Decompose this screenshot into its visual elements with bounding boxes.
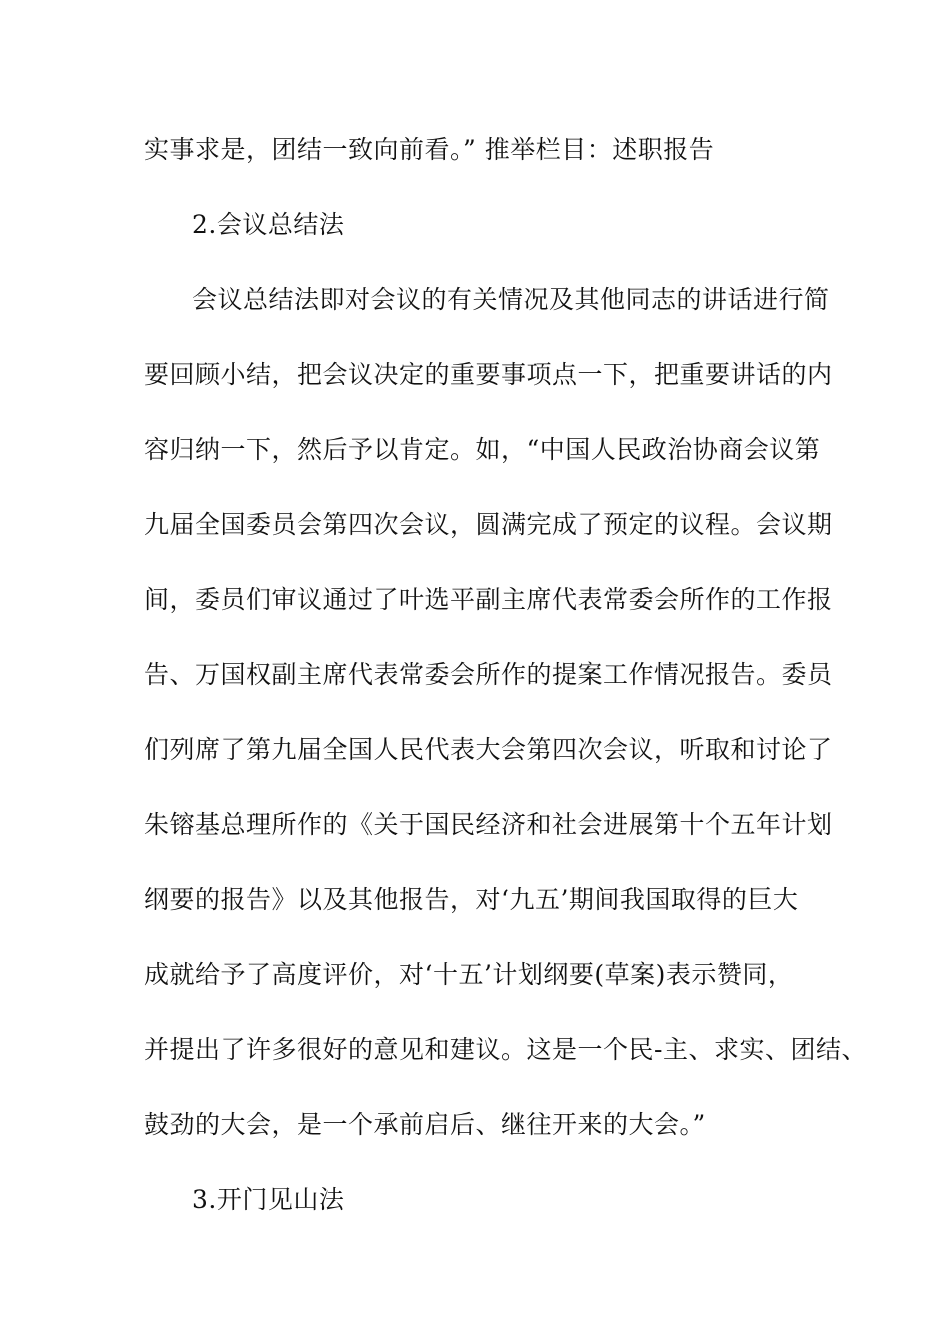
paragraph-line: 成就给予了高度评价，对‘十五’计划纲要(草案)表示赞同， [144,960,794,989]
paragraph-line: 们列席了第九届全国人民代表大会第四次会议，听取和讨论了 [144,735,833,764]
paragraph-line: 九届全国委员会第四次会议，圆满完成了预定的议程。会议期 [144,510,833,539]
paragraph-line: 容归纳一下，然后予以肯定。如，“中国人民政治协商会议第 [144,435,821,464]
paragraph-line: 纲要的报告》以及其他报告，对‘九五’期间我国取得的巨大 [144,885,799,914]
paragraph-line: 会议总结法即对会议的有关情况及其他同志的讲话进行简 [192,285,830,314]
paragraph-line: 要回顾小结，把会议决定的重要事项点一下，把重要讲话的内 [144,360,833,389]
text-line-continuation: 实事求是，团结一致向前看。” 推举栏目：述职报告 [144,135,715,164]
section-heading-meeting-summary: 2.会议总结法 [192,210,345,239]
paragraph-line: 告、万国权副主席代表常委会所作的提案工作情况报告。委员 [144,660,833,689]
paragraph-line: 鼓劲的大会，是一个承前启后、继往开来的大会。” [144,1110,706,1139]
paragraph-line: 间，委员们审议通过了叶选平副主席代表常委会所作的工作报 [144,585,833,614]
paragraph-line: 并提出了许多很好的意见和建议。这是一个民-主、求实、团结、 [144,1035,867,1064]
paragraph-line: 朱镕基总理所作的《关于国民经济和社会进展第十个五年计划 [144,810,833,839]
section-heading-direct-opening: 3.开门见山法 [192,1185,345,1214]
